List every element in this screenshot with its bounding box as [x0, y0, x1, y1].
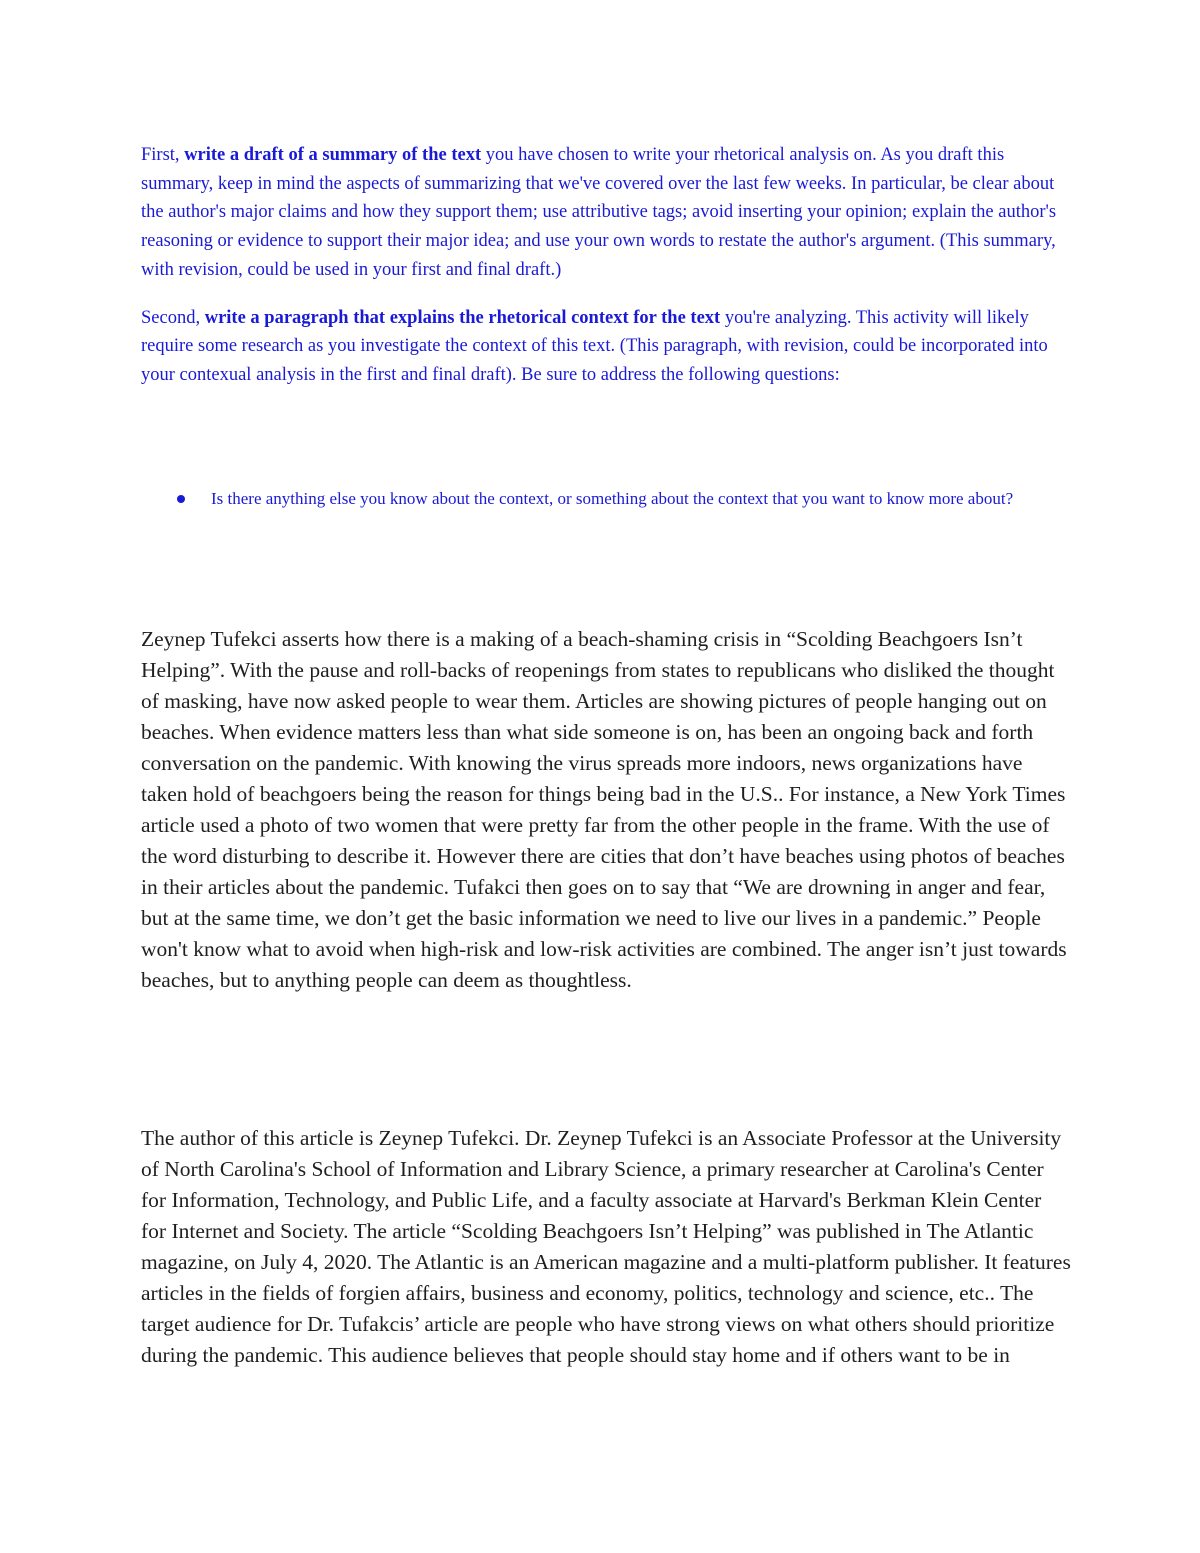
question-list — [141, 486, 1066, 512]
instruction-paragraph-summary — [141, 141, 1066, 285]
list-item — [141, 486, 1066, 512]
instruction-lead: First, — [141, 145, 185, 165]
instruction-body: you have chosen to write your rhetorical analysis on. As you draft this summary, keep in mind the aspects of summarizing that we've covered over the last few weeks. In particular, be clear about the author's major claims and how they support them; use attributive tags; avoid inserting your opinion; explain the author's reasoning or evidence to support their major idea; and use your own words to restate the author's argument. (This summary, with revision, could be used in your first and final draft.) — [141, 145, 1057, 280]
instruction-lead: Second, — [141, 307, 205, 328]
instruction-paragraph-context — [141, 304, 1066, 390]
summary-paragraph: Zeynep Tufekci asserts how there is a making of a beach-shaming crisis in “Scolding Beachgoers Isn’t Helping”. With the pause and roll-backs of reopenings from states to republicans who disliked the thought of masking, have now asked people to wear them. Articles are showing pictures of people hanging out on beaches. When evidence matters less than what side someone is on, has been an ongoing back and forth conversation on the pandemic. With knowing the virus spreads more indoors, news organizations have taken hold of beachgoers being the reason for things being bad in the U.S.. For instance, a New York Times article used a photo of two women that were pretty far from the other people in the frame. With the use of the word disturbing to describe it. However there are cities that don’t have beaches using photos of beaches in their articles about the pandemic. Tufakci then goes on to say that “We are drowning in anger and fear, but at the same time, we don’t get the basic information we need to live our lives in a pandemic.” People won't know what to avoid when high-risk and low-risk activities are combined. The anger isn’t just towards beaches, but to anything people can deem as thoughtless. — [141, 627, 1067, 992]
question-text: Is there anything else you know about the context, or something about the context that you want to know more about? — [211, 489, 1014, 508]
bullet-icon — [177, 495, 185, 503]
instruction-body: you're analyzing. This activity will likely require some research as you investigate the context of this text. (This paragraph, with revision, could be incorporated into your contexual analysis in the first and final draft). Be sure to address the following questions: — [141, 307, 1048, 385]
assignment-instructions — [141, 141, 1066, 390]
context-paragraph: The author of this article is Zeynep Tufekci. Dr. Zeynep Tufekci is an Associate Professor at the University of North Carolina's School of Information and Library Science, a primary researcher at Carolina's Center for Information, Technology, and Public Life, and a faculty associate at Harvard's Berkman Klein Center for Internet and Society. The article “Scolding Beachgoers Isn’t Helping” was published in The Atlantic magazine, on July 4, 2020. The Atlantic is an American magazine and a multi-platform publisher. It features articles in the fields of forgien affairs, business and economy, politics, technology and science, etc.. The target audience for Dr. Tufakcis’ article are people who have strong views on what others should prioritize during the pandemic. This audience believes that people should stay home and if others want to be in — [141, 1126, 1071, 1367]
instruction-emphasis: write a draft of a summary of the text — [184, 145, 482, 165]
instruction-emphasis: write a paragraph that explains the rhetorical context for the text — [204, 307, 721, 328]
